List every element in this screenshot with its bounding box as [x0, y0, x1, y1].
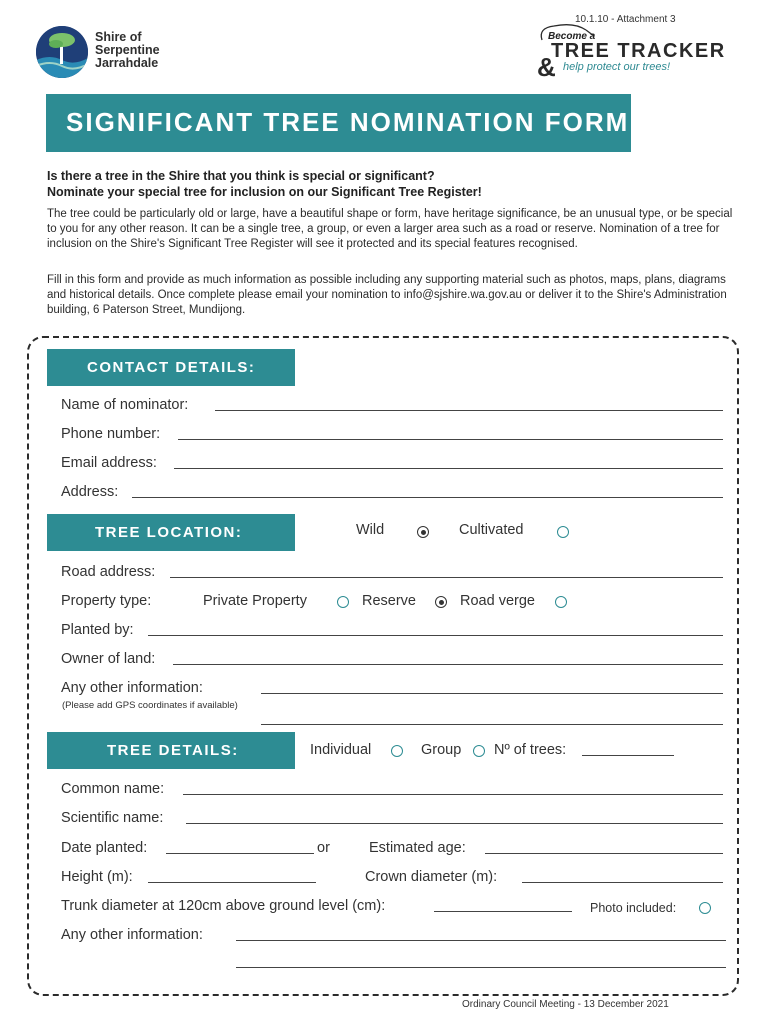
phone-label: Phone number:: [61, 426, 161, 442]
reserve-label: Reserve: [362, 593, 416, 609]
shire-name-line: Shire of: [95, 30, 142, 44]
group-radio[interactable]: [473, 745, 485, 757]
badge-tagline: help protect our trees!: [563, 61, 671, 73]
estimated-age-input[interactable]: [485, 853, 723, 854]
badge-ampersand: &: [537, 52, 556, 82]
attachment-label: 10.1.10 - Attachment 3: [575, 14, 676, 25]
property-type-label: Property type:: [61, 593, 152, 609]
date-planted-input[interactable]: [166, 853, 314, 854]
email-label: Email address:: [61, 455, 157, 471]
location-other-info-input[interactable]: [261, 693, 723, 694]
details-other-info-input-line-2[interactable]: [236, 967, 726, 968]
or-label: or: [317, 840, 330, 856]
shire-name-line: Serpentine: [95, 43, 160, 57]
details-other-info-label: Any other information:: [61, 927, 203, 943]
intro-question: Is there a tree in the Shire that you think is special or significant?: [47, 169, 435, 183]
reserve-radio[interactable]: [435, 596, 447, 608]
name-input[interactable]: [215, 410, 723, 411]
photo-included-radio[interactable]: [699, 902, 711, 914]
private-property-label: Private Property: [203, 593, 307, 609]
cultivated-radio[interactable]: [557, 526, 569, 538]
cultivated-label: Cultivated: [459, 522, 524, 538]
contact-details-heading: CONTACT DETAILS:: [47, 349, 295, 386]
intro-paragraph-1: The tree could be particularly old or large, have a beautiful shape or form, have heritage significance, be an unusual type, or be special to you for any other reason. It can be a single tree, a group, or even a larger area such as a road or reserve. Nomination of a tree for inclusion on the Shire's Significant Tree Register will see it protected and its special features recognised.: [47, 208, 733, 250]
shire-logo-icon: [36, 26, 88, 78]
wild-radio[interactable]: [417, 526, 429, 538]
details-other-info-input[interactable]: [236, 940, 726, 941]
phone-input[interactable]: [178, 439, 723, 440]
title-banner: [46, 94, 631, 152]
shire-name: [95, 31, 160, 70]
road-address-input[interactable]: [170, 577, 723, 578]
common-name-input[interactable]: [183, 794, 723, 795]
trunk-diameter-input[interactable]: [434, 911, 572, 912]
planted-by-label: Planted by:: [61, 622, 134, 638]
trunk-diameter-label: Trunk diameter at 120cm above ground level (cm):: [61, 898, 386, 914]
common-name-label: Common name:: [61, 781, 165, 797]
planted-by-input[interactable]: [148, 635, 723, 636]
tree-location-heading: TREE LOCATION:: [47, 514, 295, 551]
address-label: Address:: [61, 484, 119, 500]
wild-label: Wild: [356, 522, 385, 538]
num-trees-label: Nº of trees:: [494, 742, 567, 758]
scientific-name-input[interactable]: [186, 823, 723, 824]
tree-details-heading: TREE DETAILS:: [47, 732, 295, 769]
height-label: Height (m):: [61, 869, 133, 885]
intro-call-to-action: Nominate your special tree for inclusion on our Significant Tree Register!: [47, 185, 482, 199]
footer-meeting: Ordinary Council Meeting - 13 December 2021: [462, 999, 669, 1010]
address-input[interactable]: [132, 497, 723, 498]
owner-label: Owner of land:: [61, 651, 156, 667]
owner-input[interactable]: [173, 664, 723, 665]
shire-name-line: Jarrahdale: [95, 56, 159, 70]
crown-diameter-input[interactable]: [522, 882, 723, 883]
photo-included-label: Photo included:: [590, 901, 677, 915]
page-title: SIGNIFICANT TREE NOMINATION FORM: [66, 107, 630, 137]
individual-radio[interactable]: [391, 745, 403, 757]
location-other-info-input-line-2[interactable]: [261, 724, 723, 725]
name-label: Name of nominator:: [61, 397, 189, 413]
road-verge-radio[interactable]: [555, 596, 567, 608]
date-planted-label: Date planted:: [61, 840, 148, 856]
private-property-radio[interactable]: [337, 596, 349, 608]
badge-become-text: Become a: [548, 31, 596, 42]
gps-note: (Please add GPS coordinates if available): [62, 700, 238, 711]
crown-diameter-label: Crown diameter (m):: [365, 869, 498, 885]
road-verge-label: Road verge: [460, 593, 535, 609]
estimated-age-label: Estimated age:: [369, 840, 466, 856]
intro-paragraph-2: Fill in this form and provide as much information as possible including any supporting material such as photos, maps, plans, diagrams and historical details. Once complete please email your nomination to info@sjshire.wa.gov.au or deliver it to the Shire's Administration building, 6 Paterson Street, Mundijong.: [47, 274, 727, 316]
email-input[interactable]: [174, 468, 723, 469]
num-trees-input[interactable]: [582, 755, 674, 756]
badge-tree-tracker-text: TREE TRACKER: [551, 40, 726, 62]
scientific-name-label: Scientific name:: [61, 810, 164, 826]
group-label: Group: [421, 742, 462, 758]
individual-label: Individual: [310, 742, 372, 758]
location-other-info-label: Any other information:: [61, 680, 203, 696]
road-address-label: Road address:: [61, 564, 156, 580]
intro-heading: [47, 168, 482, 200]
height-input[interactable]: [148, 882, 316, 883]
